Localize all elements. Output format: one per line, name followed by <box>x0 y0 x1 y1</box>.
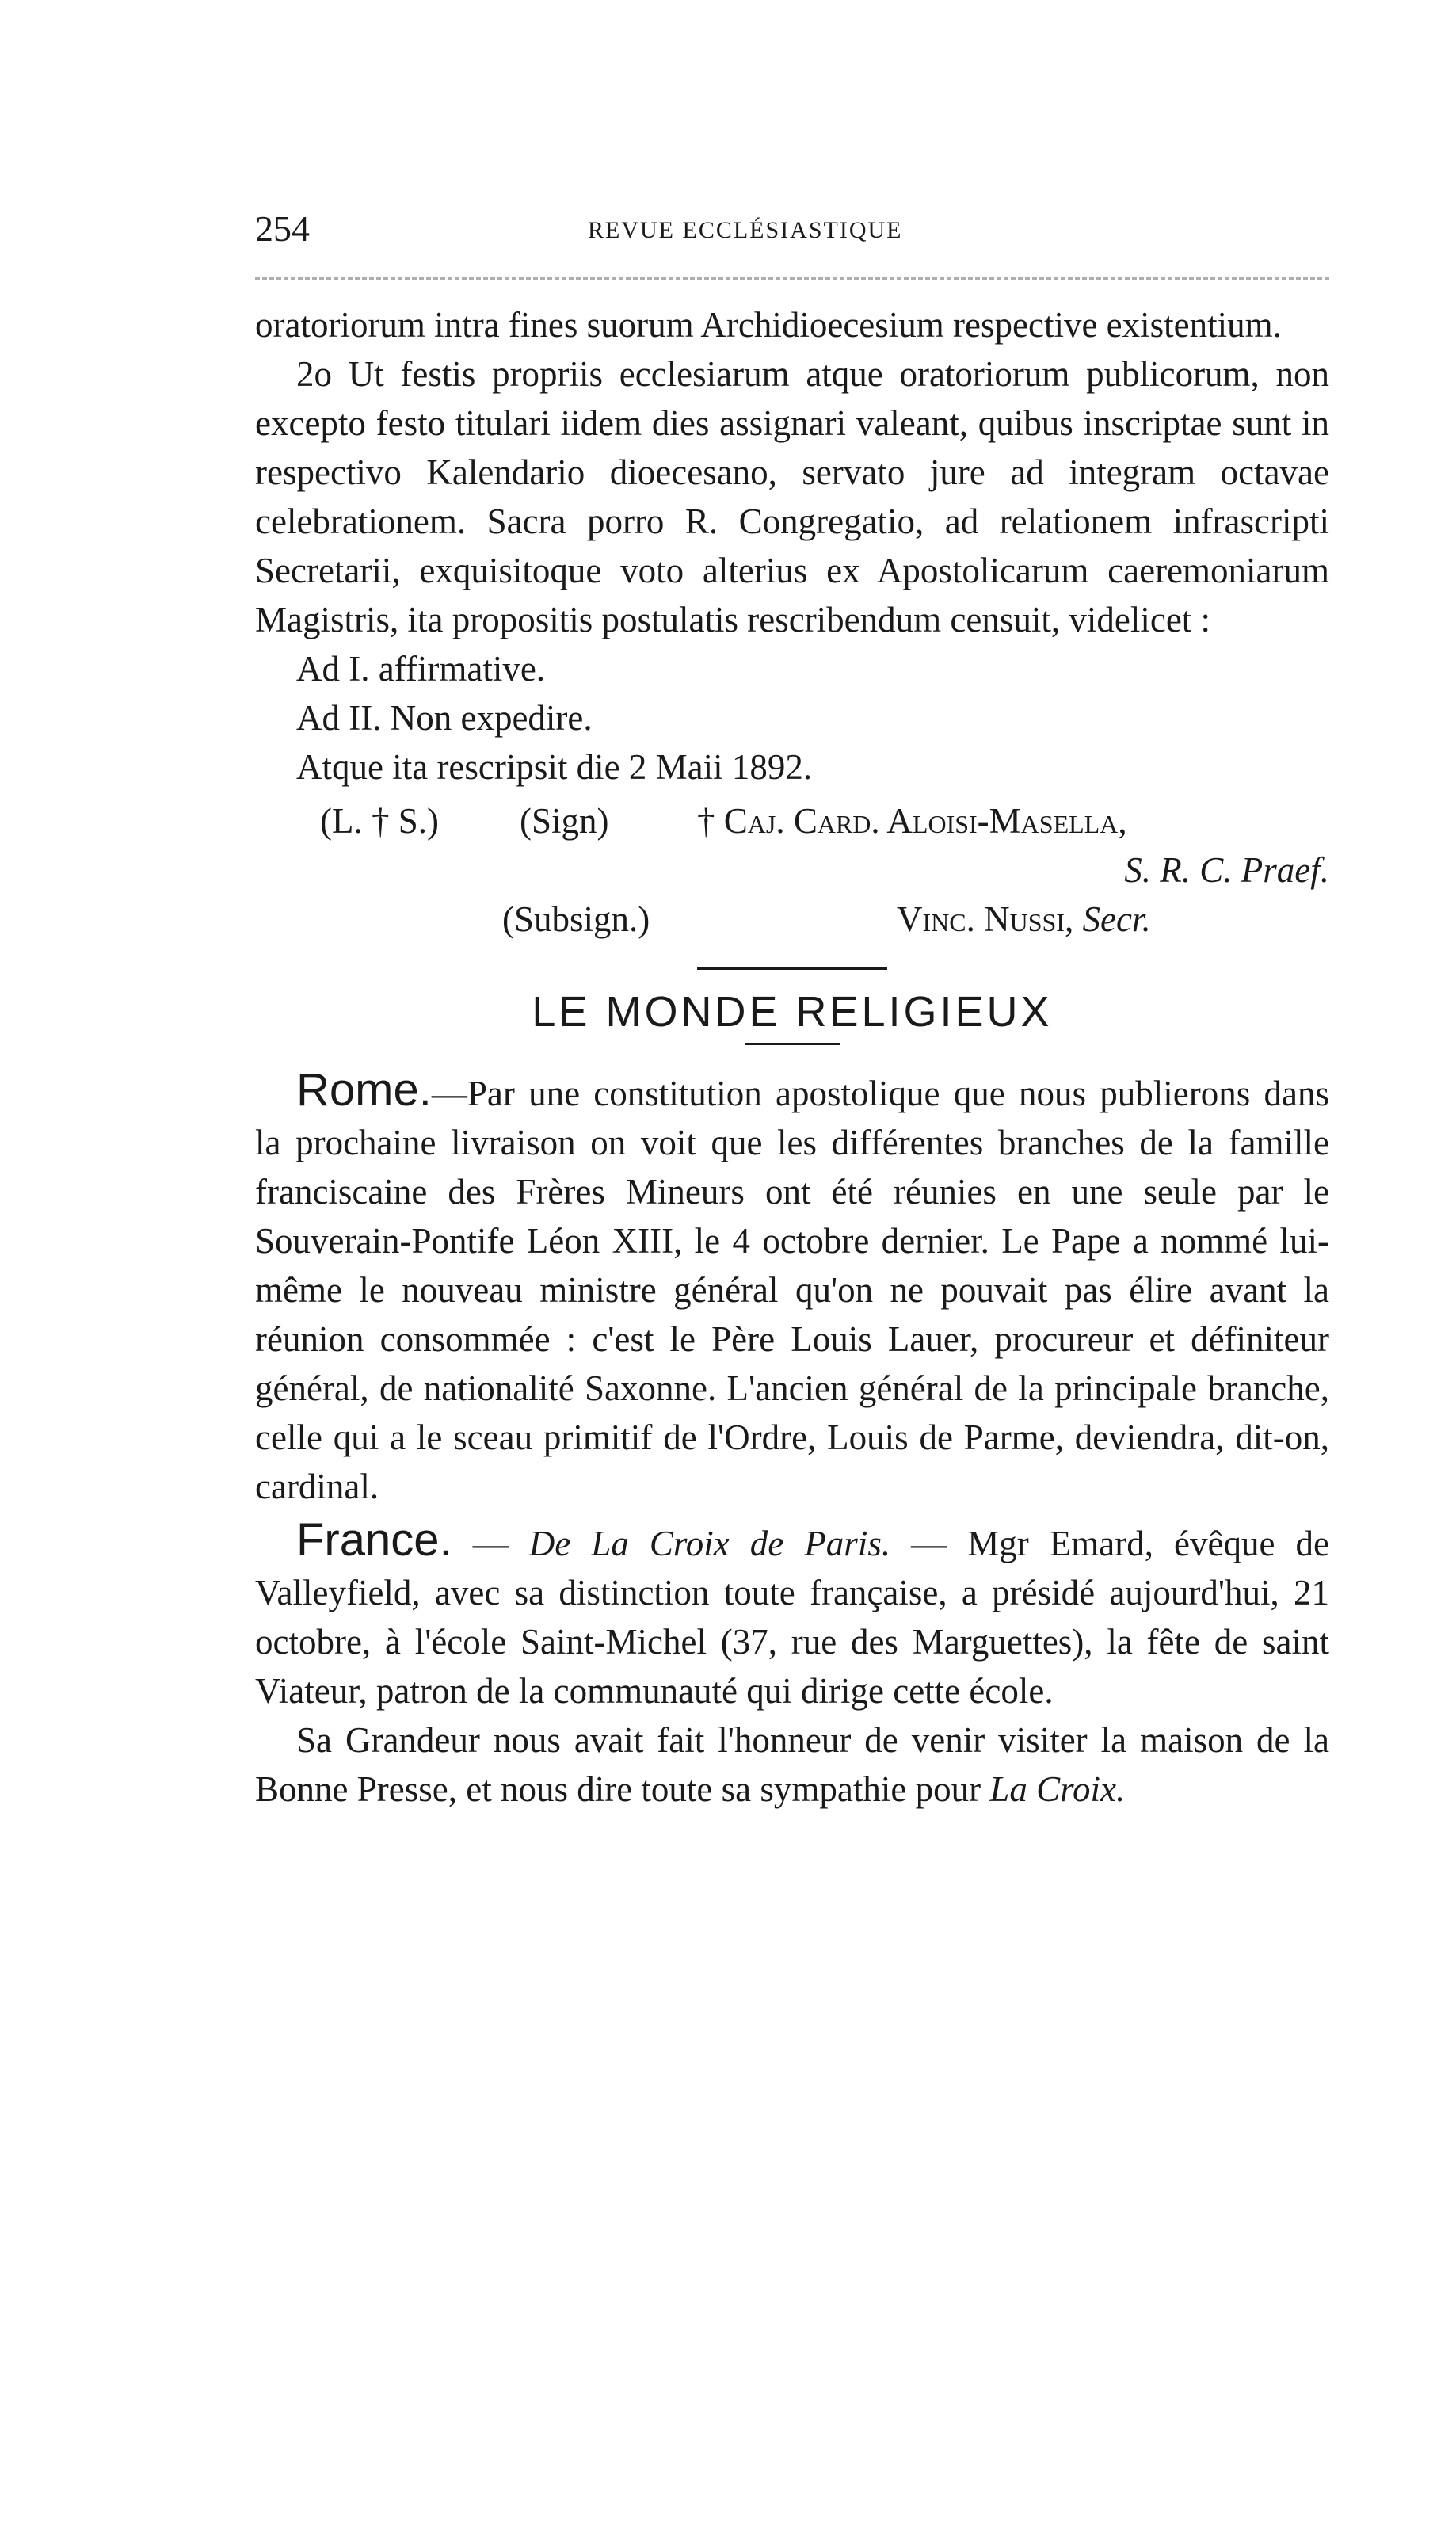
page <box>255 208 1329 1814</box>
closing-source: La Croix. <box>989 1769 1126 1809</box>
page-header <box>255 208 1329 263</box>
subsign-mark: (Subsign.) <box>502 899 650 939</box>
signer-cardinal: † Caj. Card. Aloisi-Masella, <box>697 801 1127 841</box>
section-divider <box>697 967 887 970</box>
signature-row-1 <box>255 796 1329 845</box>
france-lead: France. <box>296 1514 452 1566</box>
decree-paragraph-2: 2o Ut festis propriis ecclesiarum atque oratoriorum publicorum, non excepto festo titulari iidem dies assignari valeant, quibus inscriptae sunt in respectivo Kalendario dioecesano, servato jure ad integram octavae celebrationem. Sacra porro R. Congregatio, ad relationem infrascripti Secretarii, exquisitoque voto alterius ex Apostolicarum caeremoniarum Magistris, ita propositis postulatis rescribendum censuit, videlicet : <box>255 354 1329 639</box>
decree-answer-2: Ad II. Non expedire. <box>296 698 593 738</box>
rome-text: —Par une constitution apostolique que nous publierons dans la prochaine livraison on voit que les différentes branches de la famille franciscaine des Frères Mineurs ont été réunies en une seule par le Souverain-Pontife Léon XIII, le 4 octobre dernier. Le Pape a nommé lui-même le nouveau ministre général qu'on ne pouvait pas élire avant la réunion consommée : c'est le Père Louis Lauer, procureur et définiteur général, de nationalité Saxonne. L'ancien général de la principale branche, celle qui a le sceau primitif de l'Ordre, Louis de Parme, deviendra, dit-on, cardinal. <box>255 1074 1329 1506</box>
rescript-date: Atque ita rescripsit die 2 Maii 1892. <box>296 747 813 787</box>
decree-paragraph-1: oratoriorum intra fines suorum Archidioecesium respective existentium. <box>255 305 1282 345</box>
section-title: LE MONDE RELIGIEUX <box>532 988 1053 1036</box>
rome-lead: Rome. <box>296 1064 432 1116</box>
signature-row-3 <box>255 895 1329 944</box>
closing-text: Sa Grandeur nous avait fait l'honneur de venir visiter la maison de la Bonne Presse, et nous dire toute sa sympathie pour <box>255 1720 1329 1809</box>
france-source: De La Croix de Paris. <box>528 1524 891 1563</box>
signer-secretary: Vinc. Nussi, <box>897 899 1074 939</box>
news-closing <box>255 1715 1329 1814</box>
section-title-rule <box>745 1043 840 1045</box>
signature-row-2 <box>255 845 1329 895</box>
header-rule <box>255 277 1329 280</box>
france-dash: — <box>452 1524 529 1563</box>
signer-cardinal-title: S. R. C. Praef. <box>1124 850 1329 890</box>
seal-mark: (L. † S.) <box>320 801 439 841</box>
page-number: 254 <box>255 208 310 249</box>
news-text <box>255 1066 1329 1814</box>
news-rome <box>255 1066 1329 1511</box>
decree-text <box>255 300 1329 792</box>
news-france <box>255 1516 1329 1715</box>
signer-secretary-title: Secr. <box>1082 899 1151 939</box>
running-title: REVUE ECCLÉSIASTIQUE <box>588 217 903 243</box>
france-text: — Mgr Emard, évêque de Valleyfield, avec sa distinction toute française, a présidé aujourd'hui, 21 octobre, à l'école Saint-Michel (37, rue des Marguettes), la fête de saint Viateur, patron de la communauté qui dirige cette école. <box>255 1524 1329 1711</box>
decree-answer-1: Ad I. affirmative. <box>296 649 546 689</box>
sign-mark: (Sign) <box>520 801 609 841</box>
